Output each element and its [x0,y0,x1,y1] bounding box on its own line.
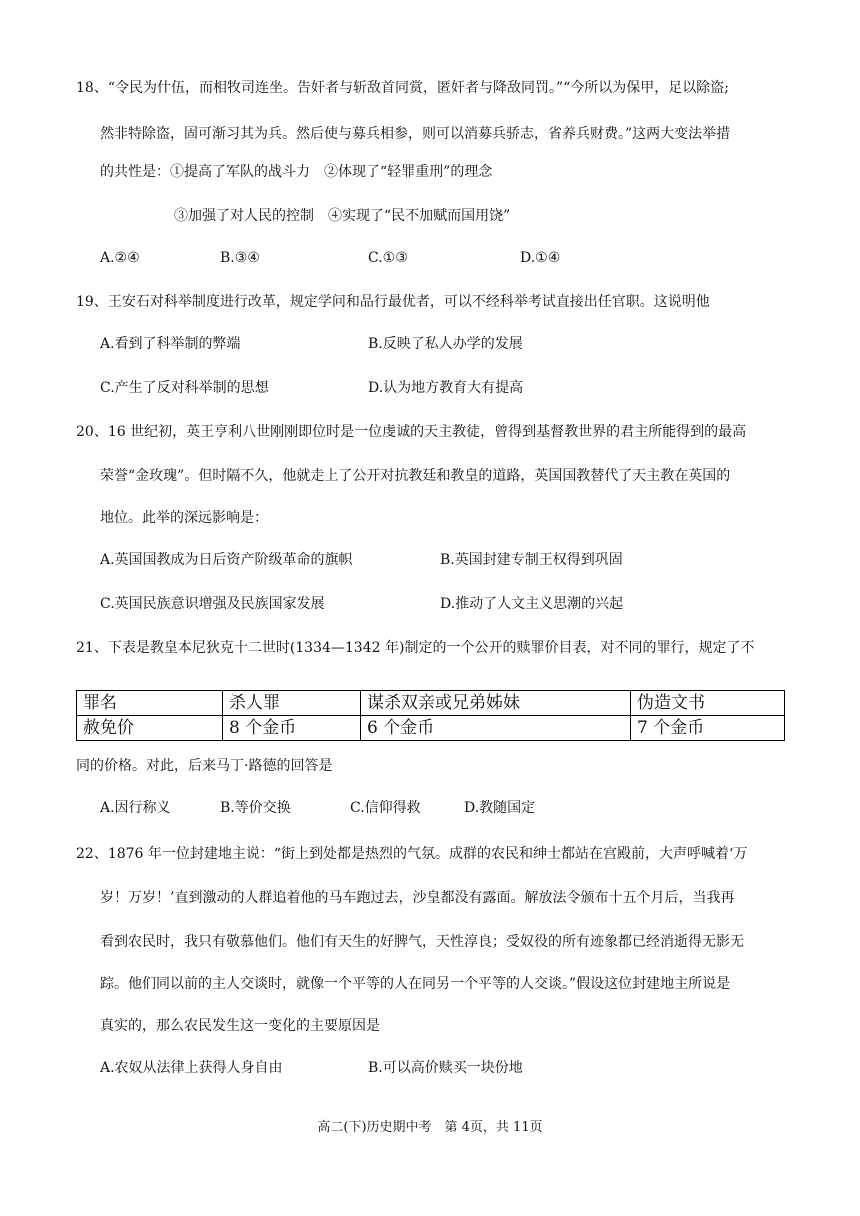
q21-stem-line-2: 同的价格。对此，后来马丁·路德的回答是 [76,758,333,774]
q18-option-d: D.①④ [520,250,561,266]
q22-stem-line-4: 踪。他们同以前的主人交谈时，就像一个平等的人在同另一个平等的人交谈。”假设这位封建地主所说是 [100,976,731,992]
q20-stem-line-1: 20、16 世纪初，英王亨利八世刚刚即位时是一位虔诚的天主教徒，曾得到基督教世界的君主所能得到的最高 [76,424,747,440]
table-cell: 7 个金币 [631,716,785,741]
q19-option-c: C.产生了反对科举制的思想 [100,380,269,396]
table-cell: 8 个金币 [223,716,361,741]
q22-stem-line-1: 22、1876 年一位封建地主说：“街上到处都是热烈的气氛。成群的农民和绅士都站在宫殿前，大声呼喊着‘万 [76,846,748,862]
q22-option-b: B.可以高价赎买一块份地 [368,1060,523,1076]
q22-stem-line-2: 岁！万岁！’直到激动的人群追着他的马车跑过去，沙皇都没有露面。解放法令颁布十五个月后，当我再 [100,890,735,906]
q21-option-b: B.等价交换 [220,800,291,816]
table-header-row [77,691,785,716]
q18-option-c: C.①③ [368,250,408,266]
q19-stem-line-1: 19、王安石对科举制度进行改革，规定学问和品行最优者，可以不经科举考试直接出任官职。这说明他 [76,294,710,310]
table-cell: 罪名 [77,691,223,716]
q18-stem-line-2: 然非特除盗，固可渐习其为兵。然后使与募兵相参，则可以消募兵骄志，省养兵财费。”这两大变法举措 [100,126,731,142]
q22-stem-line-3: 看到农民时，我只有敬慕他们。他们有天生的好脾气，天性淳良；受奴役的所有迹象都已经消逝得无影无 [100,934,744,950]
q18-option-b: B.③④ [220,250,260,266]
q21-option-a: A.因行称义 [100,800,171,816]
table-cell: 伪造文书 [631,691,785,716]
table-cell: 谋杀双亲或兄弟姊妹 [361,691,631,716]
page-footer: 高二(下)历史期中考 第 4页，共 11页 [317,1120,543,1135]
table-row [77,716,785,741]
q19-option-a: A.看到了科举制的弊端 [100,336,241,352]
q20-stem-line-2: 荣誉“金玫瑰”。但时隔不久，他就走上了公开对抗教廷和教皇的道路，英国国教替代了天主教在英国的 [100,468,731,484]
q20-option-d: D.推动了人文主义思潮的兴起 [440,596,624,612]
table-cell: 杀人罪 [223,691,361,716]
q18-stem-line-1: 18、“令民为什伍，而相牧司连坐。告奸者与斩敌首同赏，匿奸者与降敌同罚。”“今所以为保甲，足以除盗; [76,80,730,96]
q19-option-b: B.反映了私人办学的发展 [368,336,523,352]
q21-stem-line-1: 21、下表是教皇本尼狄克十二世时(1334—1342 年)制定的一个公开的赎罪价目表，对不同的罪行，规定了不 [76,640,755,656]
q19-option-d: D.认为地方教育大有提高 [368,380,524,396]
q21-option-d: D.教随国定 [464,800,536,816]
q18-stem-line-3: 的共性是：①提高了军队的战斗力 ②体现了“轻罪重刑”的理念 [100,164,493,180]
q18-option-a: A.②④ [100,250,140,266]
table-cell: 6 个金币 [361,716,631,741]
q21-option-c: C.信仰得救 [350,800,421,816]
q22-option-a: A.农奴从法律上获得人身自由 [100,1060,283,1076]
q20-option-b: B.英国封建专制王权得到巩固 [440,552,623,568]
q18-stem-line-4: ③加强了对人民的控制 ④实现了“民不加赋而国用饶” [174,208,511,224]
q20-option-a: A.英国国教成为日后资产阶级革命的旗帜 [100,552,353,568]
table-cell: 赦免价 [77,716,223,741]
q20-stem-line-3: 地位。此举的深远影响是： [100,510,268,526]
q22-stem-line-5: 真实的，那么农民发生这一变化的主要原因是 [100,1018,380,1034]
indulgence-price-table [76,690,785,741]
q20-option-c: C.英国民族意识增强及民族国家发展 [100,596,325,612]
